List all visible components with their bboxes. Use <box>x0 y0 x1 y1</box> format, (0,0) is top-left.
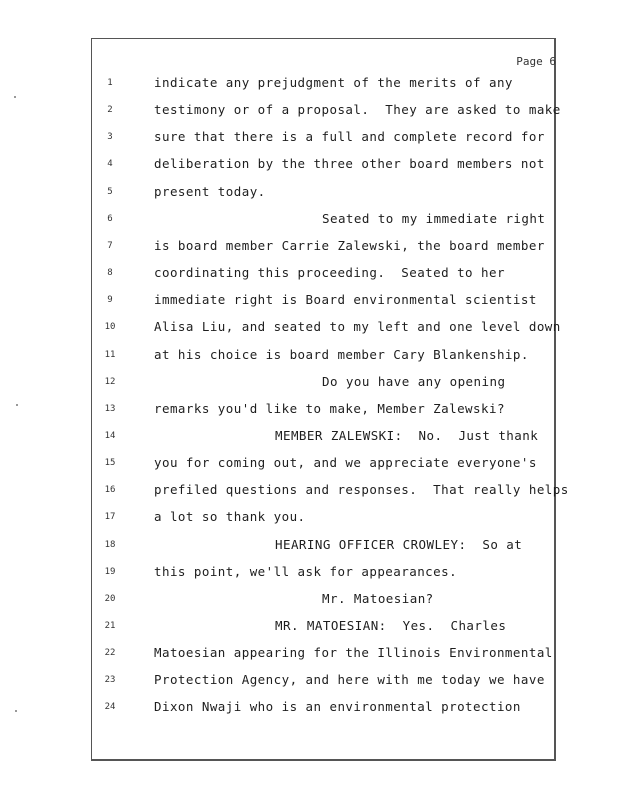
line-text: prefiled questions and responses. That really helps <box>154 482 569 498</box>
transcript-line <box>0 645 618 665</box>
line-number: 19 <box>104 566 116 577</box>
transcript-line <box>0 618 618 638</box>
line-text: Alisa Liu, and seated to my left and one level down <box>154 319 561 335</box>
transcript-line <box>0 374 618 394</box>
line-number: 5 <box>107 186 113 197</box>
transcript-line <box>0 482 618 502</box>
transcript-line <box>0 699 618 719</box>
line-number: 10 <box>104 322 116 333</box>
line-number: 2 <box>107 105 113 116</box>
line-text: sure that there is a full and complete record for <box>154 129 545 145</box>
line-number: 4 <box>107 159 113 170</box>
line-text: you for coming out, and we appreciate everyone's <box>154 455 537 471</box>
line-number: 1 <box>107 78 113 88</box>
scan-speck <box>14 96 16 98</box>
line-number: 23 <box>104 675 116 686</box>
line-text: deliberation by the three other board members not <box>154 156 545 172</box>
line-text: Protection Agency, and here with me today we have <box>154 672 545 688</box>
line-text: Matoesian appearing for the Illinois Environmental <box>154 645 553 661</box>
line-text: Seated to my immediate right <box>322 210 546 226</box>
line-text: is board member Carrie Zalewski, the board member <box>154 237 545 253</box>
scan-speck <box>16 404 18 406</box>
line-text: Mr. Matoesian? <box>322 590 434 606</box>
transcript-line <box>0 129 618 149</box>
transcript-line <box>0 564 618 584</box>
transcript-line <box>0 537 618 557</box>
transcript-line <box>0 265 618 285</box>
line-text: MR. MATOESIAN: Yes. Charles <box>275 618 507 633</box>
line-number: 17 <box>104 512 116 523</box>
line-number: 18 <box>104 539 116 550</box>
transcript-line <box>0 509 618 529</box>
transcript-line <box>0 319 618 339</box>
line-text: immediate right is Board environmental scientist <box>154 292 537 308</box>
transcript-line <box>0 211 618 231</box>
transcript-line <box>0 428 618 448</box>
line-number: 14 <box>104 430 116 441</box>
scan-speck <box>15 710 17 712</box>
line-text: Do you have any opening <box>322 373 506 389</box>
transcript-line <box>0 102 618 122</box>
line-number: 22 <box>104 648 116 659</box>
line-text: indicate any prejudgment of the merits of any <box>154 75 513 90</box>
line-text: a lot so thank you. <box>154 509 306 525</box>
line-number: 21 <box>104 621 116 631</box>
line-number: 13 <box>104 403 116 414</box>
line-text: testimony or of a proposal. They are asked to make <box>154 102 561 118</box>
transcript-line <box>0 75 618 95</box>
transcript-line <box>0 455 618 475</box>
line-text: this point, we'll ask for appearances. <box>154 563 458 579</box>
line-number: 11 <box>104 349 116 360</box>
line-number: 3 <box>107 132 113 143</box>
transcript-line <box>0 591 618 611</box>
line-text: remarks you'd like to make, Member Zalewski? <box>154 400 505 416</box>
transcript-line <box>0 184 618 204</box>
line-text: Dixon Nwaji who is an environmental protection <box>154 699 521 715</box>
line-number: 15 <box>104 458 116 469</box>
line-text: MEMBER ZALEWSKI: No. Just thank <box>275 427 539 443</box>
line-text: present today. <box>154 183 266 199</box>
transcript-line <box>0 238 618 258</box>
transcript-line <box>0 401 618 421</box>
transcript-line <box>0 156 618 176</box>
line-number: 24 <box>104 702 116 713</box>
line-number: 6 <box>107 213 113 224</box>
line-number: 8 <box>107 268 113 279</box>
line-number: 12 <box>104 376 116 387</box>
line-number: 9 <box>107 295 113 306</box>
line-number: 7 <box>107 240 113 251</box>
line-number: 16 <box>104 485 116 496</box>
transcript-line <box>0 672 618 692</box>
line-text: at his choice is board member Cary Blankenship. <box>154 346 529 362</box>
line-number: 20 <box>104 593 116 604</box>
page-number-label: Page 6 <box>516 55 556 68</box>
line-text: coordinating this proceeding. Seated to her <box>154 265 505 281</box>
transcript-line <box>0 347 618 367</box>
line-text: HEARING OFFICER CROWLEY: So at <box>275 536 523 552</box>
transcript-line <box>0 292 618 312</box>
